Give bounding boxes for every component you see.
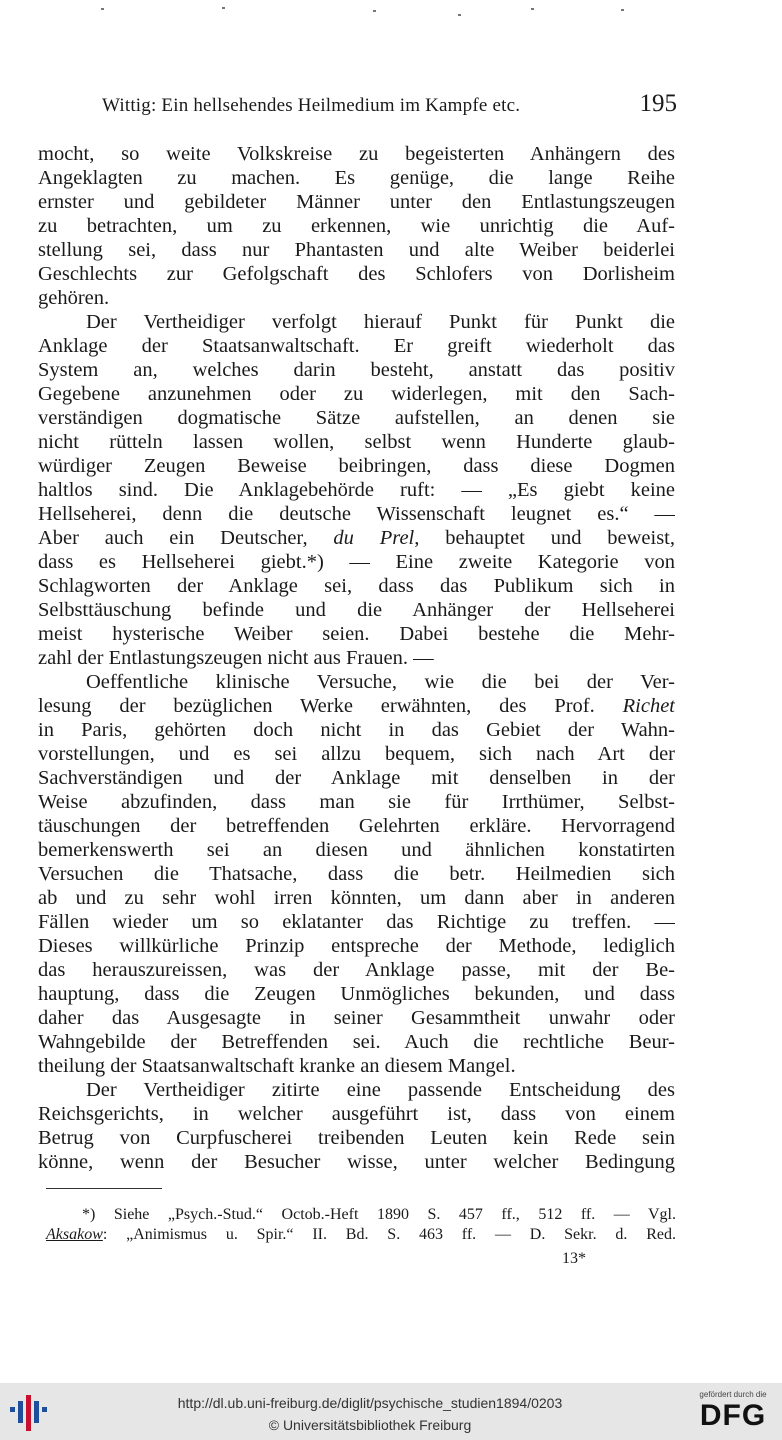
text-line: könne, wenn der Besucher wisse, unter welcher Bedingung <box>38 1151 675 1173</box>
footnote <box>46 1205 676 1245</box>
text-line: Selbsttäuschung befinde und die Anhänger der Hellseherei <box>38 599 675 621</box>
dfg-logo: DFG <box>699 1399 767 1432</box>
text-line: Geschlechts zur Gefolgschaft des Schlofers von Dorlisheim <box>38 263 675 285</box>
text-line: Betrug von Curpfuscherei treibenden Leuten kein Rede sein <box>38 1127 675 1149</box>
text-line: zu betrachten, um zu erkennen, wie unrichtig die Auf- <box>38 215 675 237</box>
text-line: ernster und gebildeter Männer unter den Entlastungszeugen <box>38 191 675 213</box>
text-line: lesung der bezüglichen Werke erwähnten, des Prof. Richet <box>38 695 675 717</box>
text-line: Angeklagten zu machen. Es genüge, die lange Reihe <box>38 167 675 189</box>
text-line: Aber auch ein Deutscher, du Prel, behauptet und beweist, <box>38 527 675 549</box>
text-line: hauptung, dass die Zeugen Unmögliches bekunden, und dass <box>38 983 675 1005</box>
page-header <box>102 90 677 124</box>
text-line: verständigen dogmatische Sätze aufstellen, an denen sie <box>38 407 675 429</box>
footnote-line-rest: : „Animismus u. Spir.“ II. Bd. S. 463 ff. — D. Sekr. d. Red. <box>102 1226 676 1243</box>
text-line: gehören. <box>38 287 110 309</box>
text-line: vorstellungen, und es sei allzu bequem, sich nach Art der <box>38 743 675 765</box>
footnote-line <box>46 1225 676 1245</box>
viewer-footer <box>0 1383 782 1440</box>
funder-label: gefördert durch die <box>699 1390 767 1399</box>
library-logo-icon <box>6 1393 50 1433</box>
text-line: täuschungen der betreffenden Gelehrten erkläre. Hervorragend <box>38 815 675 837</box>
text-line: Dieses willkürliche Prinzip entspreche der Methode, lediglich <box>38 935 675 957</box>
copyright-notice: © Universitätsbibliothek Freiburg <box>268 1417 472 1433</box>
text-line: Hellseherei, denn die deutsche Wissenschaft leugnet es.“ — <box>38 503 675 525</box>
text-line: stellung sei, dass nur Phantasten und alte Weiber beiderlei <box>38 239 675 261</box>
text-line: Fällen wieder um so eklatanter das Richtige zu treffen. — <box>38 911 675 933</box>
footnote-rule <box>46 1188 162 1189</box>
text-line: nicht rütteln lassen wollen, selbst wenn Hunderte glaub- <box>38 431 675 453</box>
text-line: daher das Ausgesagte in seiner Gesammtheit unwahr oder <box>38 1007 675 1029</box>
text-line: Der Vertheidiger verfolgt hierauf Punkt für Punkt die <box>86 311 675 333</box>
text-line: Sachverständigen und der Anklage mit denselben in der <box>38 767 675 789</box>
text-line: Der Vertheidiger zitirte eine passende Entscheidung des <box>86 1079 675 1101</box>
text-line: in Paris, gehörten doch nicht in das Gebiet der Wahn- <box>38 719 675 741</box>
text-line: das herauszureissen, was der Anklage passe, mit der Be- <box>38 959 675 981</box>
body-text <box>38 142 675 1174</box>
footnote-line: *) Siehe „Psych.-Stud.“ Octob.-Heft 1890 S. 457 ff., 512 ff. — Vgl. <box>82 1206 676 1223</box>
text-line: Schlagworten der Anklage sei, dass das Publikum sich in <box>38 575 675 597</box>
footnote-author: Aksakow <box>46 1226 103 1243</box>
text-line: Weise abzufinden, dass man sie für Irrthümer, Selbst- <box>38 791 675 813</box>
text-line: bemerkenswerth sei an diesen und ähnlichen konstatirten <box>38 839 675 861</box>
text-line: Oeffentliche klinische Versuche, wie die bei der Ver- <box>86 671 675 693</box>
text-line: Anklage der Staatsanwaltschaft. Er greift wiederholt das <box>38 335 675 357</box>
text-line: dass es Hellseherei giebt.*) — Eine zweite Kategorie von <box>38 551 675 573</box>
running-head: Wittig: Ein hellsehendes Heilmedium im Kampfe etc. <box>102 95 521 116</box>
text-line: würdiger Zeugen Beweise beibringen, dass diese Dogmen <box>38 455 675 477</box>
text-line: Versuchen die Thatsache, dass die betr. Heilmedien sich <box>38 863 675 885</box>
text-line: theilung der Staatsanwaltschaft kranke an diesem Mangel. <box>38 1055 516 1077</box>
page-number: 195 <box>639 90 677 117</box>
signature-mark: 13* <box>562 1250 586 1267</box>
text-line: Wahngebilde der Betreffenden sei. Auch die rechtliche Beur- <box>38 1031 675 1053</box>
text-line: zahl der Entlastungszeugen nicht aus Frauen. — <box>38 647 434 669</box>
text-line: Gegebene anzunehmen oder zu widerlegen, mit den Sach- <box>38 383 675 405</box>
text-line: haltlos sind. Die Anklagebehörde ruft: — „Es giebt keine <box>38 479 675 501</box>
text-line: Reichsgerichts, in welcher ausgeführt ist, dass von einem <box>38 1103 675 1125</box>
text-line: meist hysterische Weiber seien. Dabei bestehe die Mehr- <box>38 623 675 645</box>
text-line: ab und zu sehr wohl irren könnten, um dann aber in anderen <box>38 887 675 909</box>
text-line: mocht, so weite Volkskreise zu begeisterten Anhängern des <box>38 143 675 165</box>
scan-specks <box>0 0 782 20</box>
text-line: System an, welches darin besteht, anstatt das positiv <box>38 359 675 381</box>
document-url-link[interactable]: http://dl.ub.uni-freiburg.de/diglit/psychische_studien1894/0203 <box>177 1395 563 1411</box>
